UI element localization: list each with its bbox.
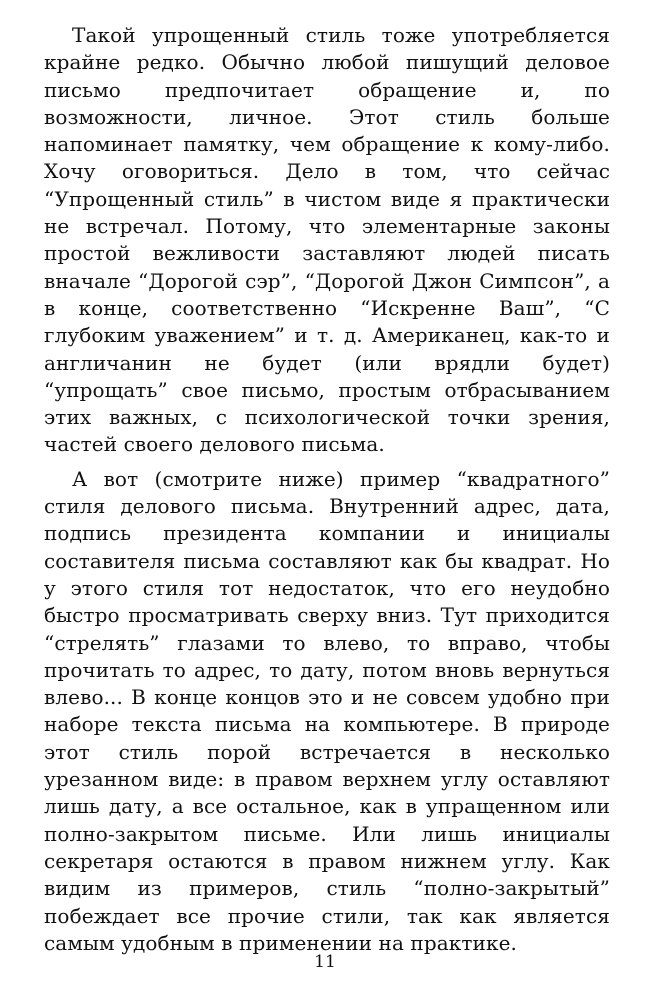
paragraph-simplified-style: Такой упрощенный стиль тоже употребляется крайне редко. Обычно любой пишущий деловое письмо предпочитает обращение и, по возможности, личное. Этот стиль больше напоминает памятку, чем обращение к кому-либо. Хочу оговориться. Дело в том, что сейчас “Упрощенный стиль” в чистом виде я практически не встречал. Потому, что элементарные законы простой вежливости заставляют людей писать вначале “Дорогой сэр”, “Дорогой Джон Симпсон”, а в конце, соответственно “Искренне Ваш”, “С глубоким уважением” и т. д. Американец, как-то и англичанин не будет (или врядли будет) “упрощать” свое письмо, простым отбрасыванием этих важных, с психологической точки зрения, частей своего делового письма. [44,23,610,457]
page-number: 11 [314,952,336,972]
paragraph-square-style: А вот (смотрите ниже) пример “квадратного” стиля делового письма. Внутренний адрес, дата, подпись президента компании и инициалы составителя письма составляют как бы квадрат. Но у этого стиля тот недостаток, что его неудобно быстро просматривать сверху вниз. Тут приходится “стрелять” глазами то влево, то вправо, чтобы прочитать то адрес, то дату, потом вновь вернуться влево... В конце концов это и не совсем удобно при наборе текста письма на компьютере. В природе этот стиль порой встречается в несколько урезанном виде: в правом верхнем углу оставляют лишь дату, а все остальное, как в упращенном или полно-закрытом письме. Или лишь инициалы секретаря остаются в правом нижнем углу. Как видим из примеров, стиль “полно-закрытый” побеждает все прочие стили, так как является самым удобным в применении на практике. [44,466,610,955]
body-text [44,22,610,957]
